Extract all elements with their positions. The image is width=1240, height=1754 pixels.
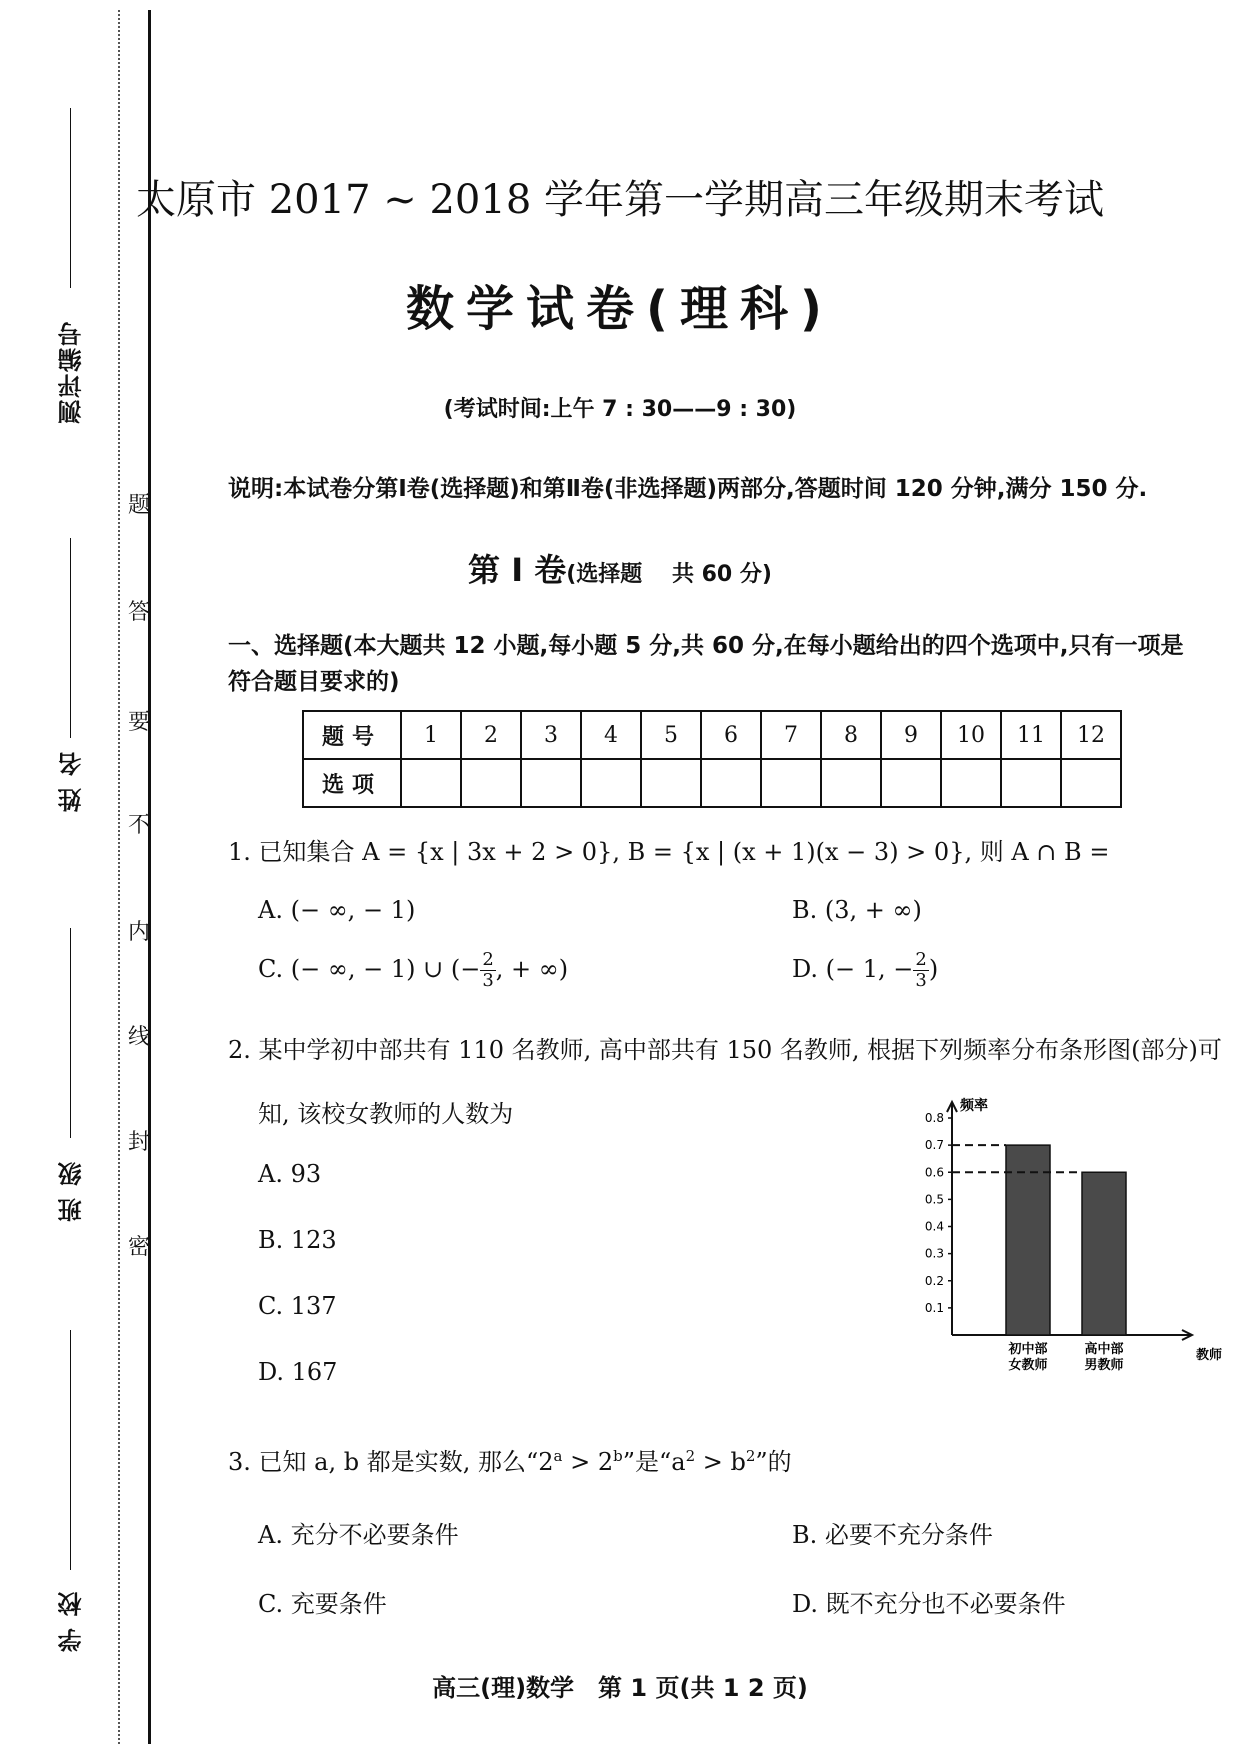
q3-option-b: B. 必要不充分条件 — [792, 1521, 993, 1549]
answer-cell[interactable] — [401, 759, 461, 807]
answer-cell[interactable] — [941, 759, 1001, 807]
x-axis-label: 教师 — [1196, 1348, 1223, 1363]
q1-option-d-fraction — [913, 950, 928, 991]
answer-cell[interactable] — [461, 759, 521, 807]
answer-cell[interactable] — [821, 759, 881, 807]
y-tick-label: 0.4 — [924, 1219, 944, 1234]
page-footer: 高三(理)数学 第 1 页(共 1 2 页) — [432, 1674, 808, 1702]
answer-table-option-label: 选项 — [303, 759, 401, 807]
q3-stem-part: ”是“a — [622, 1448, 686, 1476]
seal-char: 密 — [128, 1235, 151, 1260]
fraction-numerator: 2 — [482, 949, 494, 970]
question-number-cell: 10 — [941, 711, 1001, 759]
q1-option-b: B. (3, + ∞) — [792, 896, 922, 924]
seal-char: 内 — [128, 920, 151, 945]
bar — [1006, 1145, 1050, 1335]
q2-option-b: B. 123 — [258, 1226, 337, 1254]
q3-stem-part: > b — [695, 1448, 746, 1476]
y-tick-label: 0.2 — [924, 1273, 944, 1288]
q3-stem-part: 3. 已知 a, b 都是实数, 那么“2 — [228, 1448, 554, 1476]
q2-option-c: C. 137 — [258, 1292, 337, 1320]
question-number-cell: 2 — [461, 711, 521, 759]
answer-cell[interactable] — [1001, 759, 1061, 807]
q1-option-a: A. (− ∞, − 1) — [258, 896, 416, 924]
category-label: 女教师 — [1008, 1358, 1048, 1373]
answer-cell[interactable] — [881, 759, 941, 807]
question-number-cell: 8 — [821, 711, 881, 759]
section-1-heading: 一、选择题(本大题共 12 小题,每小题 5 分,共 60 分,在每小题给出的四个选项中,只有一项是符合题目要求的) — [228, 633, 1184, 695]
question-number-cell: 4 — [581, 711, 641, 759]
q3-option-d: D. 既不充分也不必要条件 — [792, 1590, 1066, 1618]
y-tick-label: 0.3 — [924, 1246, 944, 1261]
y-tick-label: 0.8 — [924, 1111, 944, 1125]
part-1-title: 第 Ⅰ 卷 — [468, 551, 567, 589]
frequency-bar-chart — [900, 1090, 1223, 1390]
fraction-numerator: 2 — [915, 949, 927, 970]
class-label: 班 级 — [58, 1160, 86, 1223]
q3-option-a: A. 充分不必要条件 — [258, 1521, 459, 1549]
y-tick-label: 0.5 — [924, 1192, 944, 1207]
q3-option-c: C. 充要条件 — [258, 1590, 387, 1618]
y-axis-label: 频率 — [960, 1098, 988, 1114]
instructions: 说明:本试卷分第Ⅰ卷(选择题)和第Ⅱ卷(非选择题)两部分,答题时间 120 分钟,满分 150 分. — [228, 476, 1148, 502]
school-blank[interactable] — [70, 1330, 71, 1570]
bar — [1082, 1172, 1126, 1335]
category-label: 男教师 — [1084, 1358, 1124, 1373]
exam-time: (考试时间:上午 7 : 30——9 : 30) — [443, 397, 797, 422]
seal-char: 不 — [128, 813, 151, 838]
q3-stem-superscript: b — [613, 1447, 623, 1465]
question-number-cell: 12 — [1061, 711, 1121, 759]
seal-char: 要 — [128, 710, 151, 735]
q1-stem: 1. 已知集合 A = {x | 3x + 2 > 0}, B = {x | (x + 1)(x − 3) > 0}, 则 A ∩ B = — [228, 838, 1110, 866]
seal-char: 封 — [128, 1130, 151, 1155]
category-label: 初中部 — [1008, 1342, 1048, 1357]
q3-stem — [228, 1442, 792, 1477]
fraction-denominator: 3 — [915, 970, 927, 991]
name-label: 姓 名 — [58, 750, 86, 813]
eval-id-label: 测评编号 — [58, 320, 86, 424]
y-tick-label: 0.6 — [924, 1165, 944, 1180]
paper-title: 数学试卷(理科) — [406, 281, 834, 337]
question-number-cell: 11 — [1001, 711, 1061, 759]
q1-option-c-pre: C. (− ∞, − 1) ∪ (− — [258, 955, 481, 983]
answer-cell[interactable] — [761, 759, 821, 807]
q3-stem-part: ”的 — [755, 1448, 792, 1476]
school-label: 学 校 — [58, 1590, 86, 1653]
question-number-cell: 3 — [521, 711, 581, 759]
exam-title: 太原市 2017 ~ 2018 学年第一学期高三年级期末考试 — [136, 177, 1104, 223]
part-1-heading — [0, 545, 1240, 591]
question-number-cell: 7 — [761, 711, 821, 759]
q2-option-d: D. 167 — [258, 1358, 338, 1386]
q1-option-c-post: , + ∞) — [495, 955, 569, 983]
answer-cell[interactable] — [521, 759, 581, 807]
q3-stem-superscript: 2 — [685, 1447, 696, 1465]
q1-option-c — [258, 950, 568, 991]
question-number-cell: 5 — [641, 711, 701, 759]
question-number-cell: 9 — [881, 711, 941, 759]
y-tick-label: 0.7 — [924, 1138, 944, 1153]
q1-option-d-pre: D. (− 1, − — [792, 955, 914, 983]
seal-char: 答 — [128, 600, 151, 625]
answer-table — [302, 710, 1122, 808]
part-1-subtitle: (选择题 共 60 分) — [566, 562, 772, 587]
seal-char: 题 — [128, 493, 151, 518]
question-number-cell: 1 — [401, 711, 461, 759]
q3-stem-superscript: a — [553, 1447, 563, 1465]
q2-option-a: A. 93 — [258, 1160, 322, 1188]
q2-stem-line-1: 2. 某中学初中部共有 110 名教师, 高中部共有 150 名教师, 根据下列频率分布条形图(部分)可 — [228, 1036, 1222, 1064]
q1-option-d-post: ) — [928, 955, 939, 983]
q1-option-c-fraction — [480, 950, 495, 991]
y-tick-label: 0.1 — [924, 1300, 944, 1315]
answer-table-option-row — [303, 759, 1121, 807]
answer-cell[interactable] — [581, 759, 641, 807]
fraction-denominator: 3 — [482, 970, 494, 991]
class-blank[interactable] — [70, 928, 71, 1138]
q3-stem-superscript: 2 — [745, 1447, 756, 1465]
answer-cell[interactable] — [701, 759, 761, 807]
q3-stem-part: > 2 — [562, 1448, 614, 1476]
answer-table-header: 题号 — [303, 711, 401, 759]
answer-cell[interactable] — [1061, 759, 1121, 807]
seal-char: 线 — [128, 1025, 151, 1050]
question-number-cell: 6 — [701, 711, 761, 759]
answer-table-number-row — [303, 711, 1121, 759]
q2-stem-line-2: 知, 该校女教师的人数为 — [258, 1100, 514, 1128]
q1-option-d — [792, 950, 938, 991]
answer-cell[interactable] — [641, 759, 701, 807]
category-label: 高中部 — [1084, 1342, 1124, 1357]
